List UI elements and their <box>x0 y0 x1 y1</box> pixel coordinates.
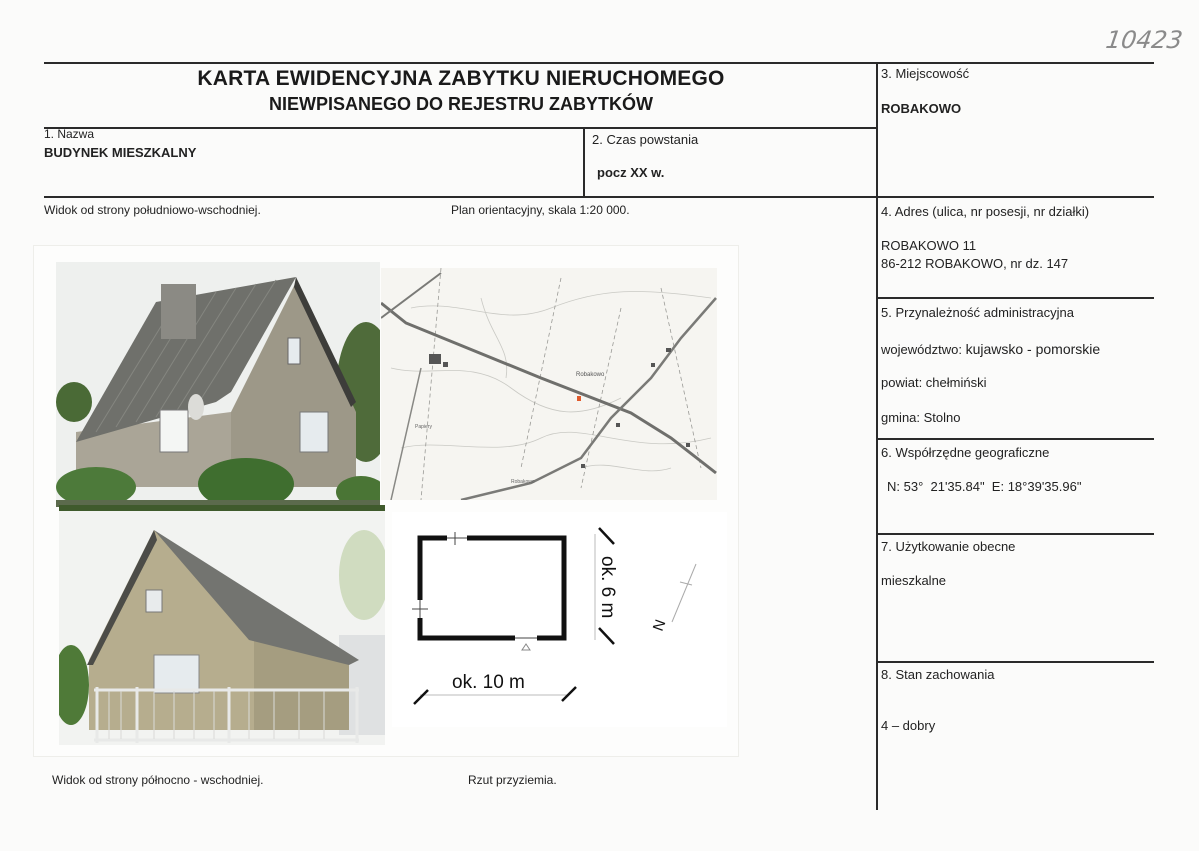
plan-depth-label: ok. 6 m <box>597 556 618 619</box>
caption-map: Plan orientacyjny, skala 1:20 000. <box>451 203 630 217</box>
field-date-value: pocz XX w. <box>597 165 665 180</box>
field-usage-label: 7. Użytkowanie obecne <box>881 539 1016 554</box>
field-address-line1: ROBAKOWO 11 <box>881 238 977 253</box>
field-coords-value: N: 53° 21'35.84" E: 18°39'35.96" <box>887 479 1082 494</box>
archive-number: 10423 <box>1104 26 1185 54</box>
svg-text:Papiery: Papiery <box>415 424 432 430</box>
photo-south-east-view <box>56 262 380 507</box>
svg-text:Robakowo: Robakowo <box>511 479 535 485</box>
svg-text:Robakowo: Robakowo <box>576 372 605 378</box>
plan-width-label: ok. 10 m <box>452 672 525 693</box>
field-coords-label: 6. Współrzędne geograficzne <box>881 445 1050 460</box>
field-address-label: 4. Adres (ulica, nr posesji, nr działki) <box>881 204 1090 219</box>
field-condition-label: 8. Stan zachowania <box>881 667 995 682</box>
right-column-divider <box>876 62 878 810</box>
header-divider <box>583 127 585 197</box>
topographic-map-image <box>381 268 717 500</box>
field-name-value: BUDYNEK MIESZKALNY <box>44 145 197 160</box>
right-section-line-8 <box>876 661 1154 663</box>
right-section-line-5 <box>876 297 1154 299</box>
field-name-label: 1. Nazwa <box>44 127 95 141</box>
caption-photo-top: Widok od strony południowo-wschodniej. <box>44 203 261 217</box>
floor-plan-drawing <box>392 512 727 727</box>
title-bottom-line <box>44 127 878 129</box>
north-label: N <box>649 617 670 634</box>
field-admin-voivodeship <box>881 341 1100 357</box>
caption-plan: Rzut przyziemia. <box>468 773 557 787</box>
house-photo-1-image <box>56 262 380 507</box>
field-locality-label: 3. Miejscowość <box>881 66 970 81</box>
orientation-map <box>381 268 717 500</box>
floor-plan <box>392 512 727 727</box>
field-admin-county: powiat: chełmiński <box>881 375 987 390</box>
map-location-marker <box>577 396 581 401</box>
right-section-line-6 <box>876 438 1154 440</box>
caption-photo-bottom: Widok od strony północno - wschodniej. <box>52 773 264 787</box>
field-admin-commune: gmina: Stolno <box>881 410 961 425</box>
frame-top-line <box>44 62 1154 64</box>
document-title: KARTA EWIDENCYJNA ZABYTKU NIERUCHOMEGO <box>197 67 725 90</box>
field-locality-value: ROBAKOWO <box>881 101 962 116</box>
field-condition-value: 4 – dobry <box>881 718 936 733</box>
right-section-line-7 <box>876 533 1154 535</box>
document-subtitle: NIEWPISANEGO DO REJESTRU ZABYTKÓW <box>268 94 654 114</box>
header-bottom-line <box>44 196 1154 198</box>
field-admin-label: 5. Przynależność administracyjna <box>881 305 1074 320</box>
field-address-line2: 86-212 ROBAKOWO, nr dz. 147 <box>881 256 1069 271</box>
voivodeship-value: kujawsko - pomorskie <box>965 341 1101 357</box>
voivodeship-label: województwo: <box>881 342 962 357</box>
field-date-label: 2. Czas powstania <box>592 132 699 147</box>
photo-north-east-view <box>59 505 385 745</box>
field-usage-value: mieszkalne <box>881 573 947 588</box>
house-photo-2-image <box>59 505 385 745</box>
